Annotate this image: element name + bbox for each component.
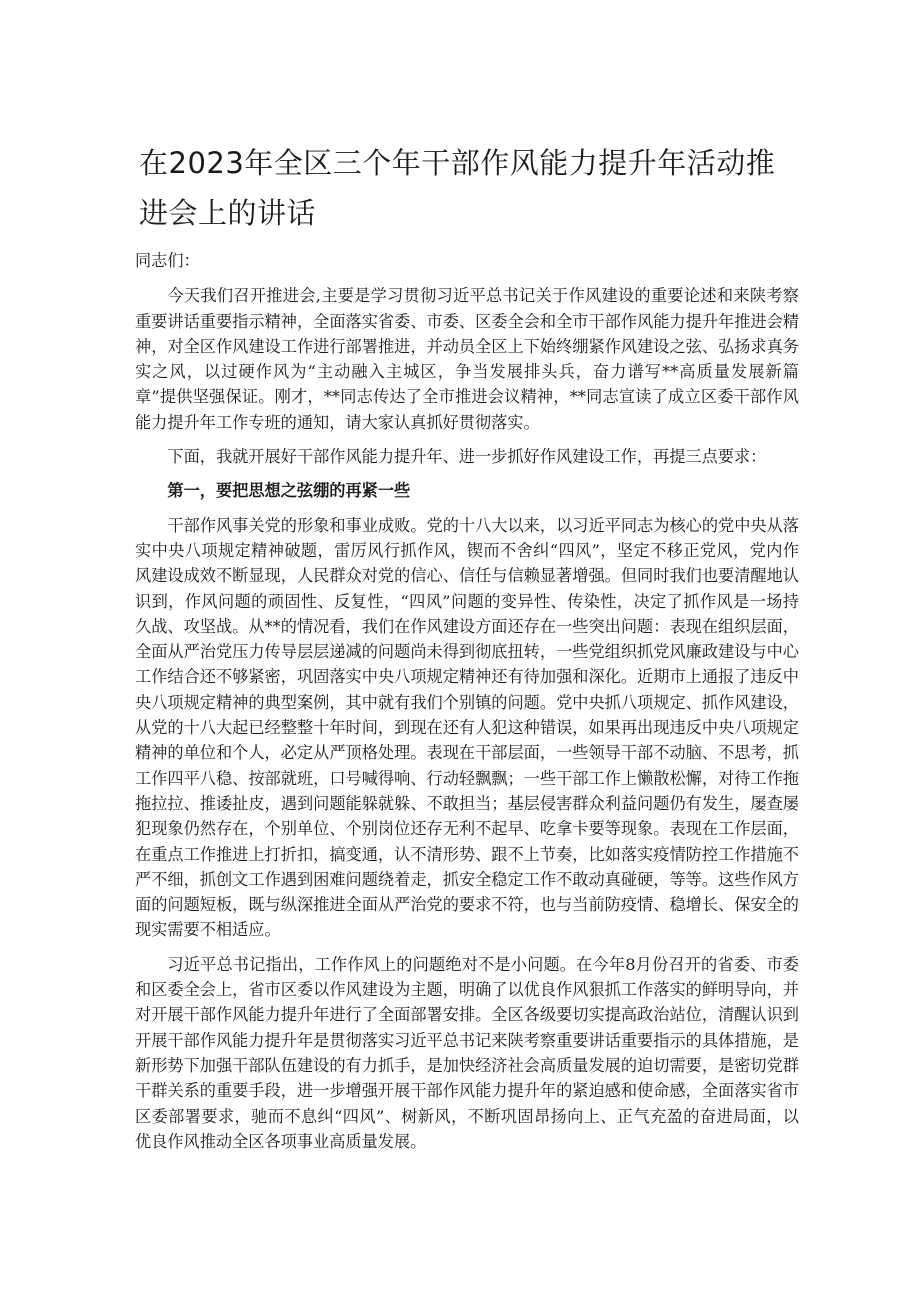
paragraph-intro: 今天我们召开推进会,主要是学习贯彻习近平总书记关于作风建设的重要论述和来陕考察重要讲话重要指示精神，全面落实省委、市委、区委全会和全市干部作风能力提升年推进会精神，对全区作风建设工作进行部署推进，并动员全区上下始终绷紧作风建设之弦、弘扬求真务实之风，以过硬作风为“主动融入主城区，争当发展排头兵，奋力谱写**高质量发展新篇章”提供坚强保证。刚才，**同志传达了全市推进会议精神，**同志宣读了成立区委干部作风能力提升年工作专班的通知，请大家认真抓好贯彻落实。 [135, 286, 799, 432]
document-title: 在2023年全区三个年干部作风能力提升年活动推进会上的讲话 [139, 146, 776, 230]
section-heading-1: 第一，要把思想之弦绷的再紧一些 [167, 481, 411, 501]
salutation: 同志们： [135, 251, 200, 270]
paragraph-section1-2: 习近平总书记指出，工作作风上的问题绝对不是小问题。在今年8月份召开的省委、市委和区委全会上，省市区委以作风建设为主题，明确了以优良作风狠抓工作落实的鲜明导向，并对开展干部作风能力提升年进行了全面部署安排。全区各级要切实提高政治站位，清醒认识到开展干部作风能力提升年是贯彻落实习近平总书记来陕考察重要讲话重要指示的具体措施，是新形势下加强干部队伍建设的有力抓手，是加快经济社会高质量发展的迫切需要，是密切党群干群关系的重要手段，进一步增强开展干部作风能力提升年的紧迫感和使命感，全面落实省市区委部署要求，驰而不息纠“四风”、树新风，不断巩固昂扬向上、正气充盈的奋进局面，以优良作风推动全区各项事业高质量发展。 [135, 954, 799, 1151]
paragraph-section1-1: 干部作风事关党的形象和事业成败。党的十八大以来，以习近平同志为核心的党中央从落实中央八项规定精神破题，雷厉风行抓作风，锲而不舍纠“四风”，坚定不移正党风，党内作风建设成效不断显现，人民群众对党的信心、信任与信赖显著增强。但同时我们也要清醒地认识到，作风问题的顽固性、反复性，“四风”问题的变异性、传染性，决定了抓作风是一场持久战、攻坚战。从**的情况看，我们在作风建设方面还存在一些突出问题：表现在组织层面，全面从严治党压力传导层层递减的问题尚未得到彻底扭转，一些党组织抓党风廉政建设与中心工作结合还不够紧密，巩固落实中央八项规定精神还有待加强和深化。近期市上通报了违反中央八项规定精神的典型案例，其中就有我们个别镇的问题。党中央抓八项规定、抓作风建设，从党的十八大起已经整整十年时间，到现在还有人犯这种错误，如果再出现违反中央八项规定精神的单位和个人，必定从严顶格处理。表现在干部层面，一些领导干部不动脑、不思考，抓工作四平八稳、按部就班，口号喊得响、行动轻飘飘；一些干部工作上懒散松懈，对待工作拖拖拉拉、推诿扯皮，遇到问题能躲就躲、不敢担当；基层侵害群众利益问题仍有发生，屡查屡犯现象仍然存在，个别单位、个别岗位还存无利不起早、吃拿卡要等现象。表现在工作层面，在重点工作推进上打折扣，搞变通，认不清形势、跟不上节奏，比如落实疫情防控工作措施不严不细，抓创文工作遇到困难问题绕着走，抓安全稳定工作不敢动真碰硬，等等。这些作风方面的问题短板，既与纵深推进全面从严治党的要求不符，也与当前防疫情、稳增长、保安全的现实需要不相适应。 [135, 515, 799, 940]
document-page [135, 138, 799, 1163]
paragraph-requirements-intro: 下面，我就开展好干部作风能力提升年、进一步抓好作风建设工作，再提三点要求： [167, 447, 767, 467]
